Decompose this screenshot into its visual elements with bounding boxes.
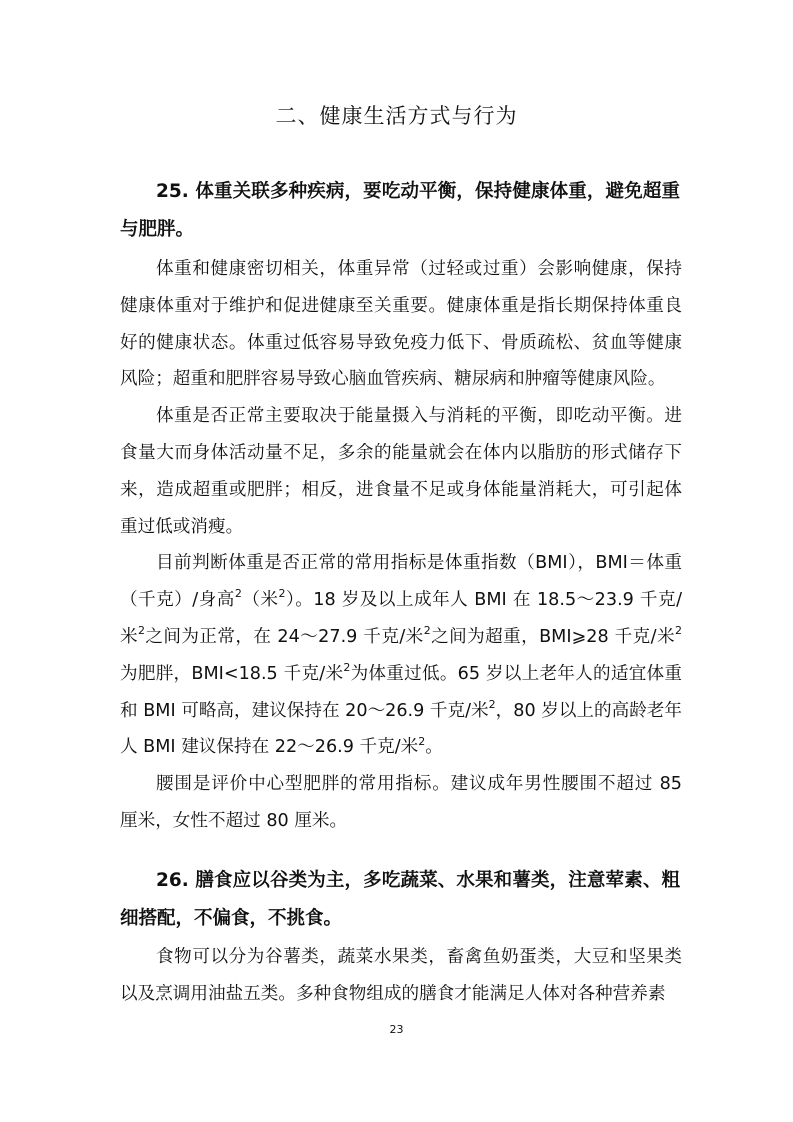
bmi-text-part: 目前判断体重是否正常的常用指标是体重指数（BMI），BMI＝体重（千克）/身高 xyxy=(120,553,682,611)
bmi-text-part: （米 xyxy=(241,590,279,611)
bmi-text-part: 为体重过低。65 岁以上老年人的适宜体重和 BMI 可略高，建议保持在 20～26.9 千克/米 xyxy=(120,663,682,721)
superscript: 2 xyxy=(278,587,286,601)
bmi-text-part: 之间为正常，在 24～27.9 千克/米 xyxy=(145,626,424,647)
item-25-paragraph-3 xyxy=(120,545,682,766)
item-25-paragraph-2: 体重是否正常主要取决于能量摄入与消耗的平衡，即吃动平衡。进食量大而身体活动量不足，多余的能量就会在体内以脂肪的形式储存下来，造成超重或肥胖；相反，进食量不足或身体能量消耗大，可引起体重过低或消瘦。 xyxy=(120,406,682,537)
bmi-text-part: ，80 岁以上的高龄老年人 BMI 建议保持在 22～26.9 千克/米 xyxy=(120,700,682,758)
item-26-number: 26. xyxy=(156,870,189,891)
item-25-heading-text: 体重关联多种疾病，要吃动平衡，保持健康体重，避免超重与肥胖。 xyxy=(120,181,680,240)
section-title: 二、健康生活方式与行为 xyxy=(275,104,518,128)
bmi-text-part: 之间为超重，BMI⩾28 千克/米 xyxy=(430,626,675,647)
bmi-text-part: ）。18 岁及以上成年人 BMI 在 18.5～23.9 千克/米 xyxy=(120,590,682,647)
item-25-body xyxy=(120,251,682,840)
item-26-heading xyxy=(120,862,680,938)
item-25-heading xyxy=(120,173,680,249)
item-25-number: 25. xyxy=(156,181,189,202)
item-26-body xyxy=(120,939,682,1013)
superscript: 2 xyxy=(488,697,496,711)
superscript: 2 xyxy=(674,624,682,638)
superscript: 2 xyxy=(423,624,431,638)
item-25-paragraph-4: 腰围是评价中心型肥胖的常用指标。建议成年男性腰围不超过 85 厘米，女性不超过 80 厘米。 xyxy=(120,774,682,831)
page-number: 23 xyxy=(389,1023,404,1036)
item-26-paragraph-1: 食物可以分为谷薯类，蔬菜水果类，畜禽鱼奶蛋类，大豆和坚果类以及烹调用油盐五类。多种食物组成的膳食才能满足人体对各种营养素 xyxy=(120,947,682,1004)
item-25-paragraph-1: 体重和健康密切相关，体重异常（过轻或过重）会影响健康，保持健康体重对于维护和促进健康至关重要。健康体重是指长期保持体重良好的健康状态。体重过低容易导致免疫力低下、骨质疏松、贫血等健康风险；超重和肥胖容易导致心脑血管疾病、糖尿病和肿瘤等健康风险。 xyxy=(120,259,682,390)
bmi-text-part: 为肥胖，BMI<18.5 千克/米 xyxy=(120,663,344,684)
bmi-text-part: 。 xyxy=(425,737,443,758)
superscript: 2 xyxy=(138,624,145,638)
superscript: 2 xyxy=(418,734,426,748)
superscript: 2 xyxy=(343,660,351,674)
item-26-heading-text: 膳食应以谷类为主，多吃蔬菜、水果和薯类，注意荤素、粗细搭配，不偏食，不挑食。 xyxy=(120,870,680,929)
superscript: 2 xyxy=(234,587,242,601)
